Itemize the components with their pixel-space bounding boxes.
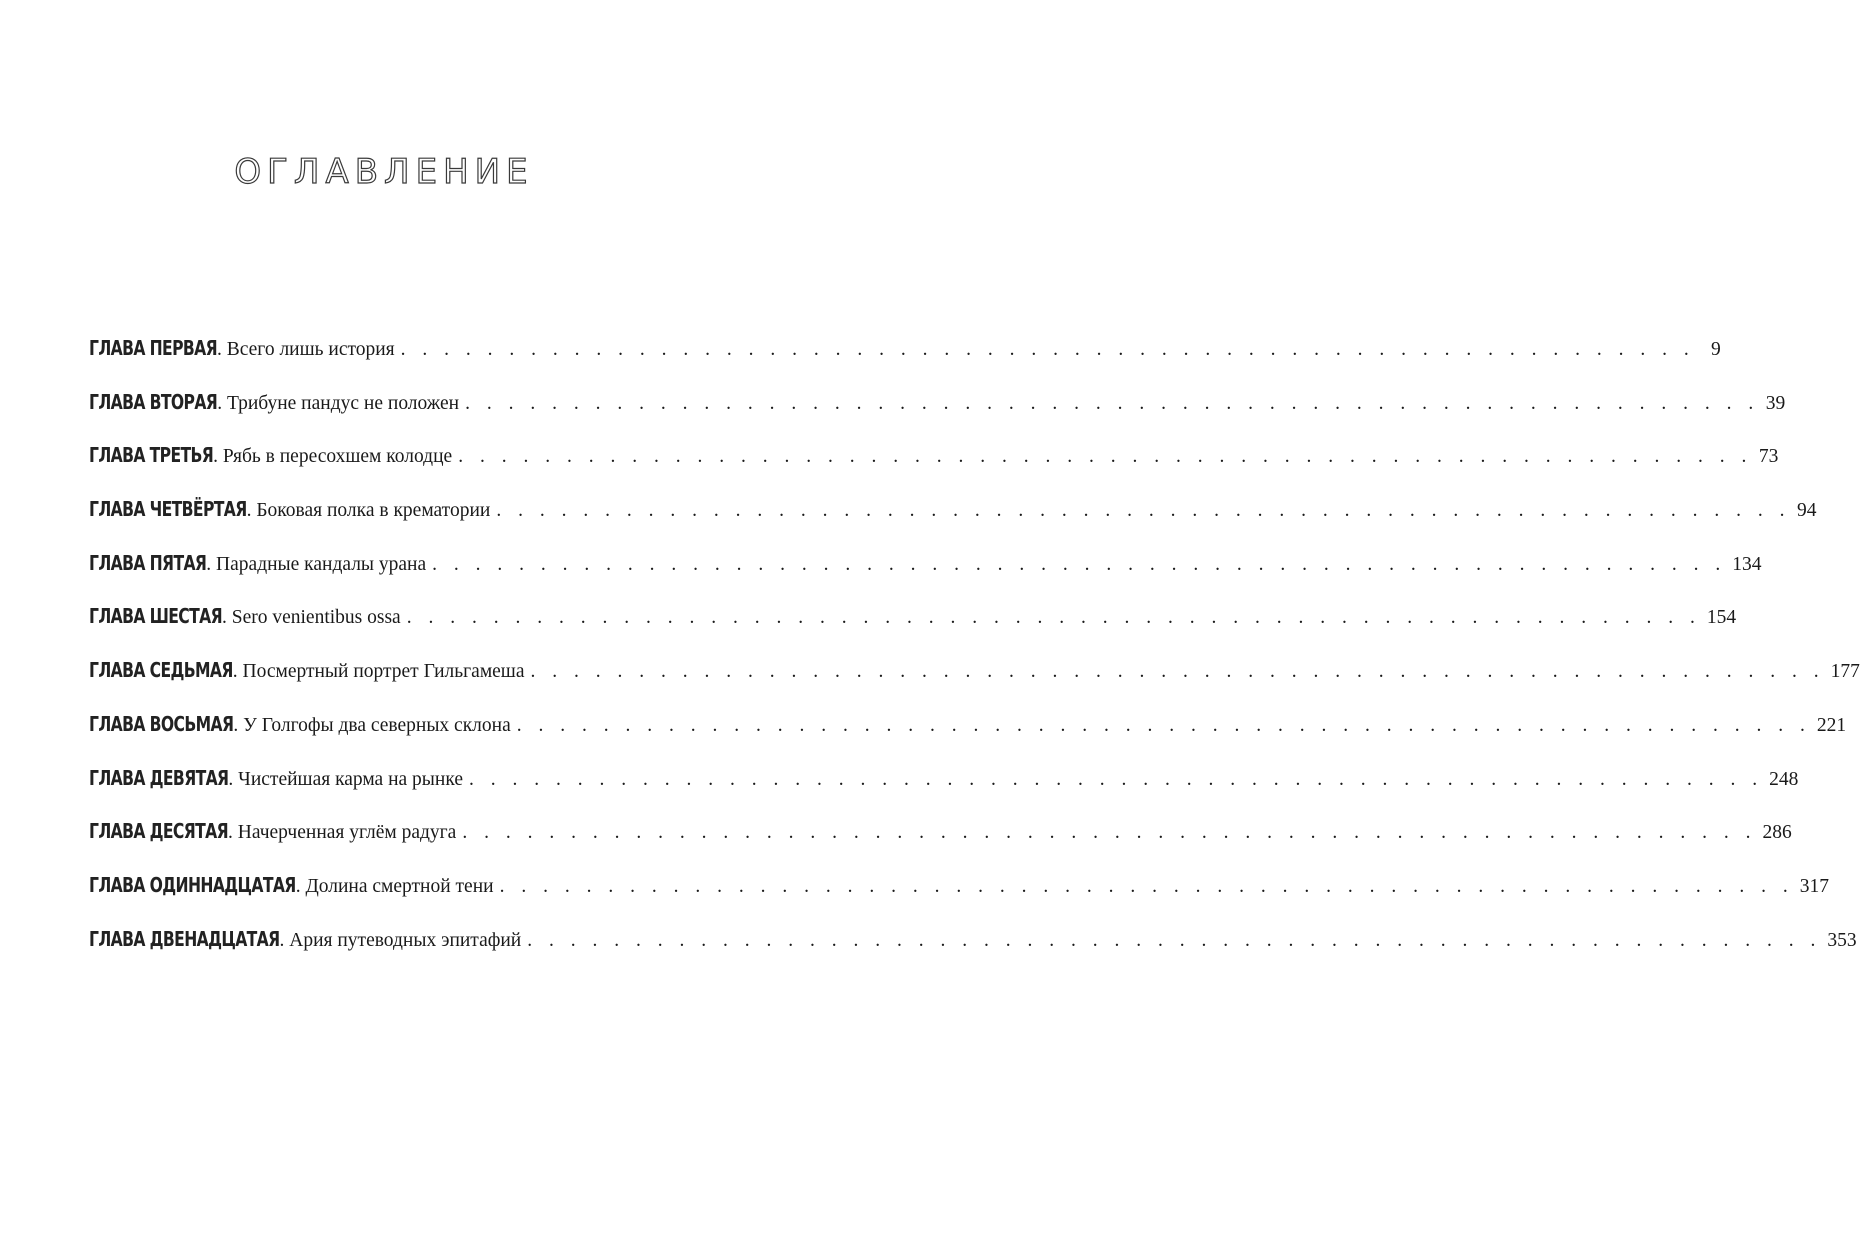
chapter-label: ГЛАВА ВОСЬМАЯ <box>89 711 234 736</box>
page-number: 177 <box>1830 661 1860 683</box>
chapter-label: ГЛАВА ЧЕТВЁРТАЯ <box>89 497 247 522</box>
dot-leader: . . . . . . . . . . . . . . . . . . . . . . . . . . . . . . . . . . . . . . . . . . . . . . . . . . . . . . . . . . . . <box>432 553 1727 575</box>
page-number: 248 <box>1769 768 1799 790</box>
chapter-title: . Долина смертной тени <box>295 875 494 897</box>
chapter-title: . Трибуне пандус не положен <box>217 392 460 414</box>
dot-leader: . . . . . . . . . . . . . . . . . . . . . . . . . . . . . . . . . . . . . . . . . . . . . . . . . . . . . . . . . . . . <box>468 768 1764 790</box>
dot-leader: . . . . . . . . . . . . . . . . . . . . . . . . . . . . . . . . . . . . . . . . . . . . . . . . . . . . . . . . . . . . <box>458 446 1753 468</box>
page-number: 94 <box>1796 500 1817 522</box>
chapter-title: . Парадные кандалы урана <box>206 553 427 575</box>
page-number: 317 <box>1799 875 1829 897</box>
toc-entry[interactable] <box>89 550 1762 605</box>
toc-entry[interactable] <box>89 336 1721 390</box>
dot-leader: . . . . . . . . . . . . . . . . . . . . . . . . . . . . . . . . . . . . . . . . . . . . . . . . . . . . . . . . . . . . <box>499 875 1794 897</box>
chapter-title: . У Голгофы два северных склона <box>233 714 511 736</box>
table-of-contents <box>89 336 1860 980</box>
chapter-title: . Sero venientibus ossa <box>221 607 401 629</box>
chapter-label: ГЛАВА ШЕСТАЯ <box>89 604 222 629</box>
page-number: 221 <box>1816 714 1847 736</box>
chapter-title: . Посмертный портрет Гильгамеша <box>232 661 525 683</box>
dot-leader: . . . . . . . . . . . . . . . . . . . . . . . . . . . . . . . . . . . . . . . . . . . . . . . . . . . . . . . . . . . . <box>530 661 1825 683</box>
chapter-title: . Всего лишь история <box>217 339 395 360</box>
dot-leader: . . . . . . . . . . . . . . . . . . . . . . . . . . . . . . . . . . . . . . . . . . . . . . . . . . . . . . . . . . . . <box>516 714 1811 736</box>
toc-entry[interactable] <box>89 658 1860 712</box>
toc-entry[interactable] <box>89 604 1737 658</box>
chapter-label: ГЛАВА СЕДЬМАЯ <box>89 658 233 683</box>
page-number: 39 <box>1765 392 1786 414</box>
page-number: 353 <box>1827 929 1857 951</box>
dot-leader: . . . . . . . . . . . . . . . . . . . . . . . . . . . . . . . . . . . . . . . . . . . . . . . . . . . . . . . . . . . . <box>465 392 1760 414</box>
toc-entry[interactable] <box>89 443 1779 497</box>
chapter-label: ГЛАВА ДЕСЯТАЯ <box>89 819 228 844</box>
chapter-label: ГЛАВА ПЯТАЯ <box>89 550 207 575</box>
dot-leader: . . . . . . . . . . . . . . . . . . . . . . . . . . . . . . . . . . . . . . . . . . . . . . . . . . . . . . . . . . . . <box>496 500 1791 522</box>
dot-leader: . . . . . . . . . . . . . . . . . . . . . . . . . . . . . . . . . . . . . . . . . . . . . . . . . . . . . . . . . . . . <box>400 339 1695 360</box>
chapter-label: ГЛАВА ДЕВЯТАЯ <box>89 765 229 790</box>
chapter-title: . Рябь в пересохшем колодце <box>213 446 453 468</box>
dot-leader: . . . . . . . . . . . . . . . . . . . . . . . . . . . . . . . . . . . . . . . . . . . . . . . . . . . . . . . . . . . . <box>406 607 1701 629</box>
chapter-label: ГЛАВА ВТОРАЯ <box>89 389 218 414</box>
chapter-label: ГЛАВА ТРЕТЬЯ <box>89 443 214 468</box>
chapter-label: ГЛАВА ДВЕНАДЦАТАЯ <box>89 926 280 951</box>
dot-leader: . . . . . . . . . . . . . . . . . . . . . . . . . . . . . . . . . . . . . . . . . . . . . . . . . . . . . . . . . . . . <box>527 929 1822 951</box>
toc-entry[interactable] <box>89 872 1829 927</box>
toc-entry[interactable] <box>89 497 1817 551</box>
page-number: 9 <box>1711 339 1721 360</box>
page-number: 134 <box>1732 553 1762 575</box>
chapter-label: ГЛАВА ОДИННАДЦАТАЯ <box>89 872 296 897</box>
chapter-title: . Чистейшая карма на рынке <box>228 768 463 790</box>
chapter-title: . Боковая полка в крематории <box>246 500 491 522</box>
page-number: 286 <box>1762 822 1792 844</box>
page-title: ОГЛАВЛЕНИЕ <box>234 152 534 192</box>
chapter-title: . Ария путеводных эпитафий <box>279 929 522 951</box>
chapter-title: . Начерченная углём радуга <box>227 822 457 844</box>
toc-entry[interactable] <box>89 926 1857 981</box>
chapter-label: ГЛАВА ПЕРВАЯ <box>89 336 218 360</box>
toc-entry[interactable] <box>89 711 1847 766</box>
dot-leader: . . . . . . . . . . . . . . . . . . . . . . . . . . . . . . . . . . . . . . . . . . . . . . . . . . . . . . . . . . . . <box>462 822 1757 844</box>
toc-entry[interactable] <box>89 819 1792 873</box>
toc-entry[interactable] <box>89 765 1799 820</box>
toc-entry[interactable] <box>89 389 1786 444</box>
page-number: 154 <box>1706 607 1737 629</box>
page-number: 73 <box>1758 446 1779 468</box>
